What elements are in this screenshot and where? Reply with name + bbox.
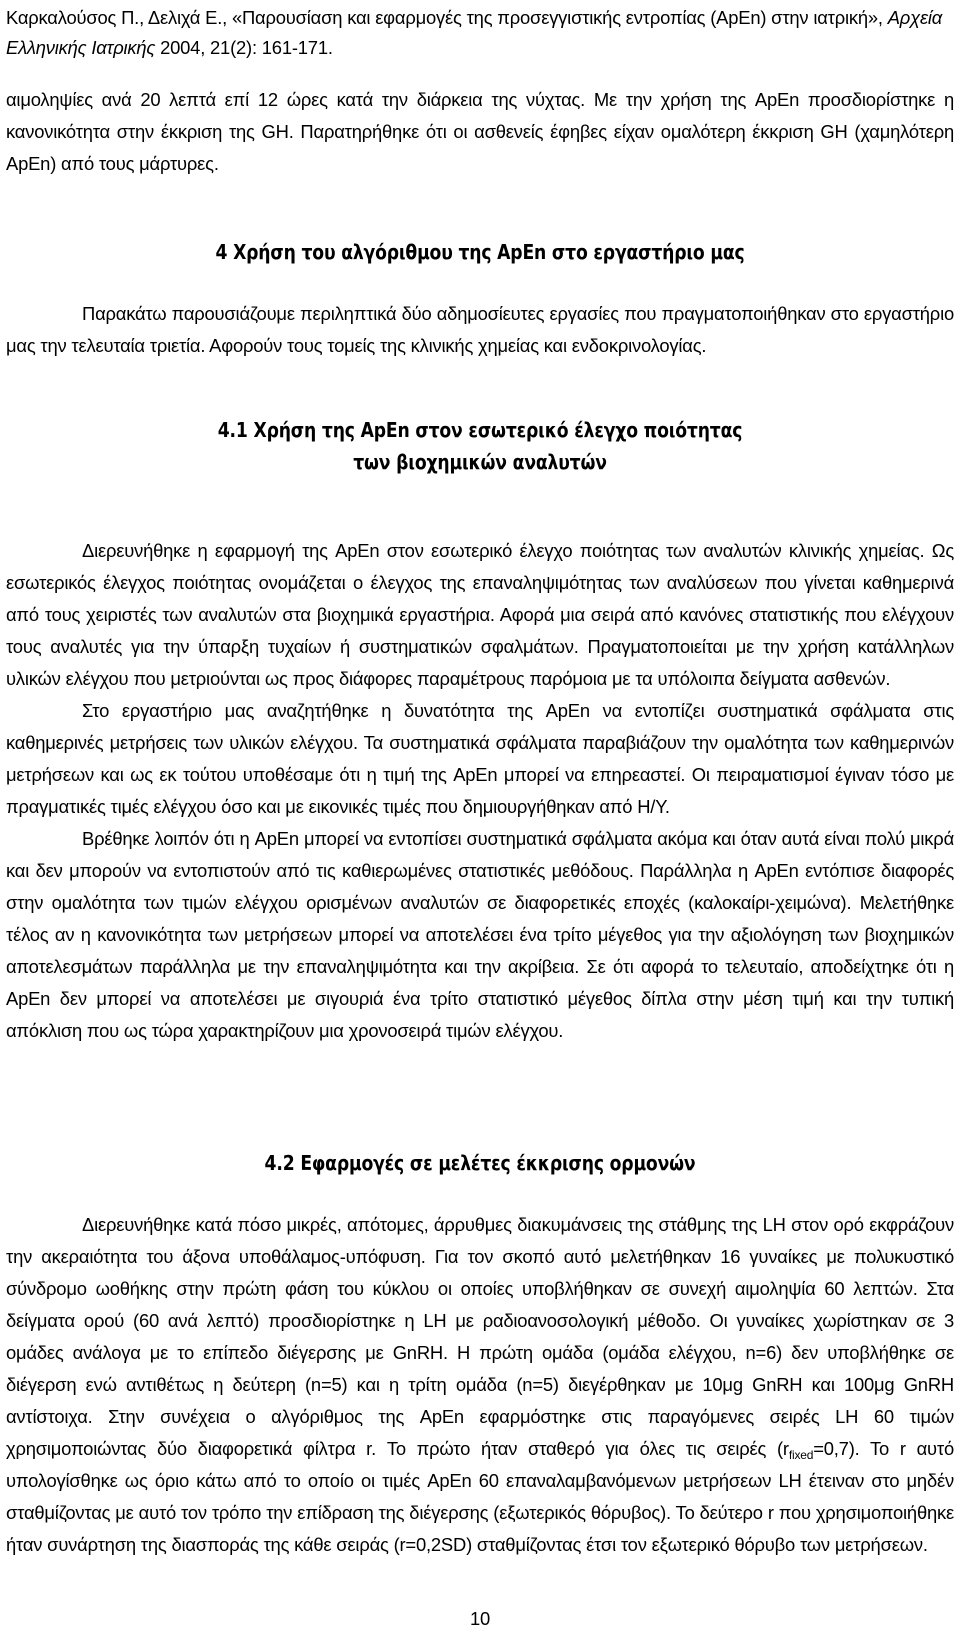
section-4-2-heading: 4.2 Εφαρμογές σε μελέτες έκκρισης ορμονών [264,1151,696,1175]
section-4-heading: 4 Χρήση του αλγόριθμου της ApEn στο εργαστήριο μας [215,240,745,264]
section-4-1-heading [67,414,893,478]
section-4-2-text-before: Διερευνήθηκε κατά πόσο μικρές, απότομες, άρρυθμες διακυμάνσεις της στάθμης της LH στον ορό εκφράζουν την ακεραιότητα του άξονα υποθάλαμος-υπόφυση. Για τον σκοπό αυτό μελετήθηκαν 16 γυναίκες με πολυκυστικό σύνδρομο ωοθήκης στην πρώτη φάση του κύκλου οι οποίες υποβλήθηκαν σε συνεχή αιμοληψία 60 λεπτών. Στα δείγματα ορού (60 ανά λεπτό) προσδιορίστηκε η LH με ραδιοανοσολογική μέθοδο. Οι γυναίκες χωρίστηκαν σε 3 ομάδες ανάλογα με το επίπεδο διέγερσης με GnRH. Η πρώτη ομάδα (ομάδα ελέγχου, n=6) δεν υποβλήθηκε σε διέγερση ενώ αντιθέτως η δεύτερη (n=5) και η τρίτη ομάδα (n=5) διεγέρθηκαν με 10μg GnRH και 100μg GnRH αντίστοιχα. Στην συνέχεια ο αλγόριθμος της ApEn εφαρμόστηκε στις παραγόμενες σειρές LH 60 τιμών χρησιμοποιώντας δύο διαφορετικά φίλτρα r. Το πρώτο ήταν σταθερό για όλες τις σειρές (r [6,1214,954,1459]
citation-details: 2004, 21(2): 161-171. [155,37,333,58]
section-4-1-heading-line-1: 4.1 Χρήση της ApEn στον εσωτερικό έλεγχο ποιότητας [217,418,743,442]
section-4-2-text-after: =0,7). Το r αυτό υπολογίσθηκε ως όριο κάτω από το οποίο οι τιμές ApEn 60 επαναλαμβανόμενων μετρήσεων LH έτειναν στο μηδέν σταθμίζοντας με αυτό τον τρόπο την επίδραση της διέγερσης (εξωτερικός θόρυβος). Το δεύτερο r που χρησιμοποιήθηκε ήταν συνάρτηση της διασποράς της κάθε σειράς (r=0,2SD) σταθμίζοντας έτσι τον εξωτερικό θόρυβο των μετρήσεων. [6,1438,954,1555]
section-4-1-heading-line-2: των βιοχημικών αναλυτών [353,450,607,474]
citation-header [6,3,954,63]
section-4-1-paragraph-1: Διερευνήθηκε η εφαρμογή της ApEn στον εσωτερικό έλεγχο ποιότητας των αναλυτών κλινικής χημείας. Ως εσωτερικός έλεγχος ποιότητας ονομάζεται ο έλεγχος της επαναληψιμότητας των αναλύσεων που γίνεται καθημερινά από τους χειριστές των αναλυτών στα βιοχημικά εργαστήρια. Αφορά μια σειρά από κανόνες στατιστικής που ελέγχουν τους αναλυτές για την ύπαρξη τυχαίων ή συστηματικών σφαλμάτων. Πραγματοποιείται με την χρήση κατάλληλων υλικών ελέγχου που μετριούνται ως προς διάφορες παραμέτρους παρόμοια με τα υπόλοιπα δείγματα ασθενών. [6,540,954,689]
section-4-2-paragraph-1 [6,1209,954,1561]
section-4-1-body [6,535,954,1047]
section-4-paragraph-1: Παρακάτω παρουσιάζουμε περιληπτικά δύο αδημοσίευτες εργασίες που πραγματοποιήθηκαν στο εργαστήριο μας την τελευταία τριετία. Αφορούν τους τομείς της κλινικής χημείας και ενδοκρινολογίας. [6,303,954,356]
section-4-body [6,298,954,362]
section-4-2-body [6,1209,954,1561]
page-number: 10 [469,1608,491,1629]
citation-authors: Καρκαλούσος Π., Δελιχά Ε., «Παρουσίαση και εφαρμογές της προσεγγιστικής εντροπίας (ApEn) στην ιατρική», [6,7,888,28]
r-fixed-subscript: fixed [788,1448,814,1462]
section-4-1-paragraph-3: Βρέθηκε λοιπόν ότι η ApEn μπορεί να εντοπίσει συστηματικά σφάλματα ακόμα και όταν αυτά είναι πολύ μικρά και δεν μπορούν να εντοπιστούν από τις καθιερωμένες στατιστικές μεθόδους. Παράλληλα η ApEn εντόπισε διαφορές στην ομαλότητα των τιμών ελέγχου ορισμένων αναλυτών σε διαφορετικές εποχές (καλοκαίρι-χειμώνα). Μελετήθηκε τέλος αν η κανονικότητα των μετρήσεων μπορεί να αποτελέσει ένα τρίτο μέγεθος για την αξιολόγηση των βιοχημικών αποτελεσμάτων παράλληλα με την επαναληψιμότητα και την ακρίβεια. Σε ότι αφορά το τελευταίο, αποδείχτηκε ότι η ApEn δεν μπορεί να αποτελέσει με σιγουριά ένα τρίτο στατιστικό μέγεθος δίπλα στην μέση τιμή και την τυπική απόκλιση που ως τώρα χαρακτηρίζουν μια χρονοσειρά τιμών ελέγχου. [6,828,954,1041]
citation-journal: Αρχεία Ελληνικής Ιατρικής [6,7,943,58]
intro-paragraph: αιμοληψίες ανά 20 λεπτά επί 12 ώρες κατά την διάρκεια της νύχτας. Με την χρήση της ApEn προσδιορίστηκε η κανονικότητα στην έκκριση της GH. Παρατηρήθηκε ότι οι ασθενείς έφηβες είχαν ομαλότερη έκκριση GH (χαμηλότερη ApEn) από τους μάρτυρες. [6,89,954,174]
section-4-1-paragraph-2: Στο εργαστήριο μας αναζητήθηκε η δυνατότητα της ApEn να εντοπίζει συστηματικά σφάλματα στις καθημερινές μετρήσεις των υλικών ελέγχου. Τα συστηματικά σφάλματα παραβιάζουν την ομαλότητα των καθημερινών μετρήσεων και ως εκ τούτου υποθέσαμε ότι η τιμή της ApEn μπορεί να επηρεαστεί. Οι πειραματισμοί έγιναν τόσο με πραγματικές τιμές ελέγχου όσο και με εικονικές τιμές που δημιουργήθηκαν από Η/Υ. [6,700,954,817]
